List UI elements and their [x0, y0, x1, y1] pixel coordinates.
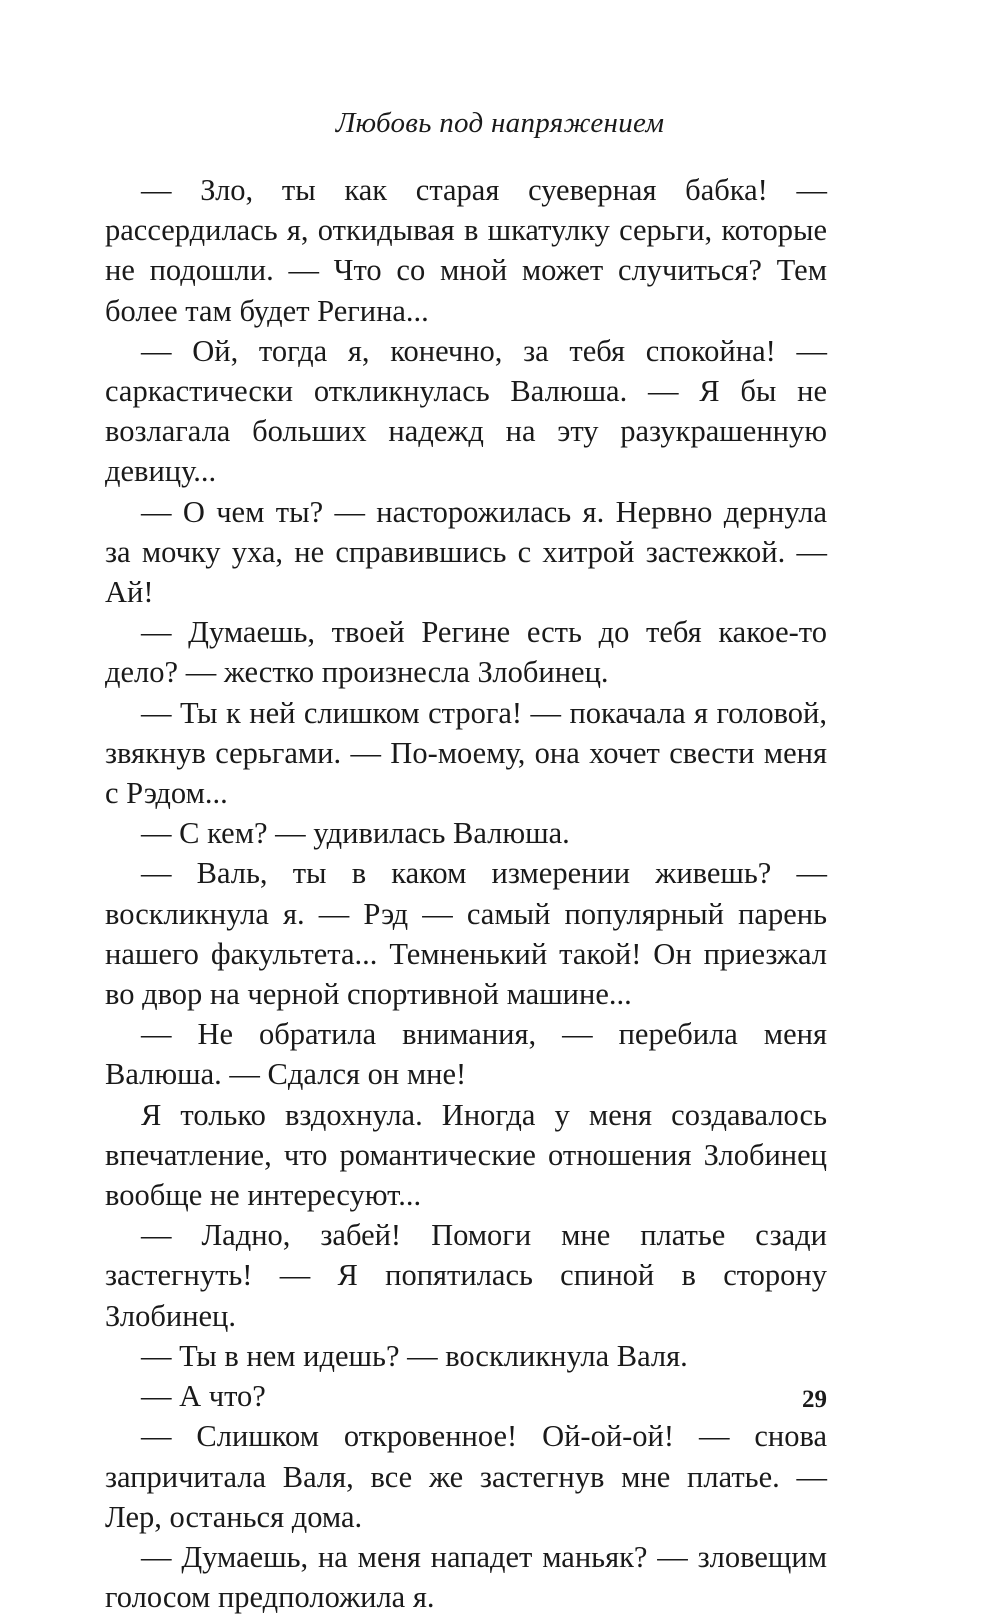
paragraph: — Зло, ты как старая суеверная бабка! — рассердилась я, откидывая в шкатулку серьги, которые не подошли. — Что со мной может случиться? Тем более там будет Регина...	[105, 173, 827, 328]
paragraph: — Ладно, забей! Помоги мне платье сзади застегнуть! — Я попятилась спиной в сторону Злобинец.	[105, 1218, 827, 1333]
paragraph: — Ой, тогда я, конечно, за тебя спокойна! — саркастически откликнулась Валюша. — Я бы не возлагала больших надежд на эту разукрашенную девицу...	[105, 333, 827, 489]
paragraph: — О чем ты? — насторожилась я. Нервно дернула за мочку уха, не справившись с хитрой застежкой. — Ай!	[105, 494, 827, 610]
paragraph: — Валь, ты в каком измерении живешь? — воскликнула я. — Рэд — самый популярный парень нашего факультета... Темненький такой! Он приезжал во двор на черной спортивной машине...	[105, 856, 827, 1012]
paragraph: — Думаешь, твоей Регине есть до тебя какое-то дело? — жестко произнесла Злобинец.	[105, 615, 827, 690]
running-head-title: Любовь под напряжением	[335, 107, 665, 139]
paragraph: — Думаешь, на меня нападет маньяк? — зловещим голосом предположила я.	[105, 1539, 827, 1615]
paragraph: — Ты в нем идешь? — воскликнула Валя.	[141, 1338, 688, 1373]
page-number: 29	[802, 1386, 827, 1413]
paragraph: — С кем? — удивилась Валюша.	[141, 816, 570, 851]
paragraph: — Не обратила внимания, — перебила меня Валюша. — Сдался он мне!	[105, 1017, 827, 1092]
paragraph: — Слишком откровенное! Ой-ой-ой! — снова запричитала Валя, все же застегнув мне платье. — Лер, останься дома.	[105, 1419, 827, 1534]
paragraph: — Ты к ней слишком строга! — покачала я головой, звякнув серьгами. — По-моему, она хочет свести меня с Рэдом...	[105, 695, 827, 811]
paragraph: — А что?	[141, 1379, 266, 1414]
paragraph: Я только вздохнула. Иногда у меня создавалось впечатление, что романтические отношения Злобинец вообще не интересуют...	[105, 1097, 827, 1213]
